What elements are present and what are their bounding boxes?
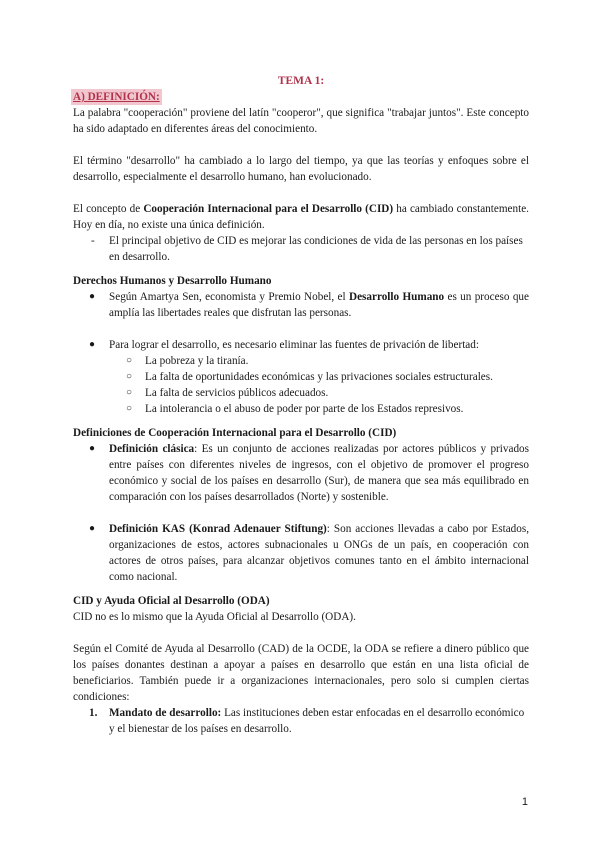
- paragraph-cid-bold: Cooperación Internacional para el Desarrollo (CID): [143, 203, 394, 215]
- paragraph-cid: [73, 201, 529, 233]
- sub-list-item-text: La falta de oportunidades económicas y las privaciones sociales estructurales.: [145, 371, 493, 383]
- list-item-text: es un proceso que amplía las libertades reales que disfrutan las personas.: [109, 291, 529, 319]
- bullet-marker: ●: [89, 291, 96, 302]
- circle-marker: ○: [126, 355, 133, 366]
- list-item: [73, 289, 529, 321]
- list-item-text: Las instituciones deben estar enfocadas en el desarrollo económico y el bienestar de los países en desarrollo.: [109, 707, 525, 735]
- list-item: [73, 337, 529, 353]
- paragraph-cad: Según el Comité de Ayuda al Desarrollo (CAD) de la OCDE, la ODA se refiere a dinero público que los países donantes destinan a apoyar a países en desarrollo que están en una lista oficial de beneficiarios. También puede ir a organizaciones internacionales, pero solo si cumplen ciertas condiciones:: [73, 643, 529, 703]
- sub-list-item: [73, 353, 529, 369]
- list-item-text: Para lograr el desarrollo, es necesario eliminar las fuentes de privación de libertad:: [109, 339, 479, 351]
- sub-list-item: [73, 369, 529, 385]
- paragraph-cooperacion: La palabra "cooperación" proviene del latín "cooperor", que significa "trabajar juntos". Este concepto ha sido adaptado en diferentes áreas del conocimiento.: [73, 107, 529, 135]
- circle-marker: ○: [126, 387, 133, 398]
- list-item-bold: Desarrollo Humano: [348, 291, 445, 303]
- heading-cid-oda: CID y Ayuda Oficial al Desarrollo (ODA): [73, 595, 270, 607]
- circle-marker: ○: [126, 403, 133, 414]
- paragraph-desarrollo: El término "desarrollo" ha cambiado a lo largo del tiempo, ya que las teorías y enfoques sobre el desarrollo, especialmente el desarrollo humano, han evolucionado.: [73, 155, 529, 183]
- sub-list-item-text: La falta de servicios públicos adecuados.: [145, 387, 329, 399]
- sub-list-item: [73, 401, 529, 417]
- number-marker: 1.: [89, 707, 98, 719]
- bullet-marker: ●: [89, 523, 96, 534]
- sub-list-item: [73, 385, 529, 401]
- sub-list-item-text: La pobreza y la tiranía.: [145, 355, 249, 367]
- list-item-bold: Mandato de desarrollo:: [109, 707, 222, 719]
- list-item-bold: Definición clásica: [109, 443, 195, 455]
- bullet-marker: ●: [89, 339, 96, 350]
- document-body: [73, 73, 529, 737]
- heading-derechos-humanos: Derechos Humanos y Desarrollo Humano: [73, 275, 272, 287]
- bullet-marker: ●: [89, 443, 96, 454]
- paragraph-oda: CID no es lo mismo que la Ayuda Oficial al Desarrollo (ODA).: [73, 611, 356, 623]
- list-item: [73, 441, 529, 505]
- paragraph-cid-post: ha cambiado constantemente. Hoy en día, no existe una única definición.: [73, 203, 529, 231]
- list-item-text: : Son acciones llevadas a cabo por Estados, organizaciones de estos, actores subnacionales u ONGs de un país, en cooperación con actores de otros países, para alcanzar objetivos comunes tanto en el ámbito internacional como nacional.: [109, 523, 530, 583]
- circle-marker: ○: [126, 371, 133, 382]
- list-item-text: El principal objetivo de CID es mejorar las condiciones de vida de las personas en los países en desarrollo.: [109, 235, 523, 263]
- sub-list-item-text: La intolerancia o el abuso de poder por parte de los Estados represivos.: [145, 403, 464, 415]
- dash-marker: -: [91, 235, 95, 247]
- list-item-text: Según Amartya Sen, economista y Premio Nobel, el: [109, 291, 349, 303]
- heading-definiciones-cid: Definiciones de Cooperación Internacional para el Desarrollo (CID): [73, 427, 397, 439]
- list-item: [73, 521, 529, 585]
- list-item-bold: Definición KAS (Konrad Adenauer Stiftung): [109, 523, 327, 535]
- page-title: TEMA 1:: [277, 75, 325, 87]
- list-item: [73, 233, 529, 265]
- list-item-text: : Es un conjunto de acciones realizadas por actores públicos y privados entre países con diferentes niveles de ingresos, con el objetivo de promover el progreso económico y social de los países en desarrollo (Sur), de manera que sea más equilibrado en comparación con los países desarrollados (Norte) y sostenible.: [109, 443, 529, 503]
- page-number: 1: [521, 796, 528, 808]
- list-item: [73, 705, 529, 737]
- section-heading-definicion: A) DEFINICIÓN:: [73, 91, 160, 103]
- paragraph-cid-pre: El concepto de: [73, 203, 144, 215]
